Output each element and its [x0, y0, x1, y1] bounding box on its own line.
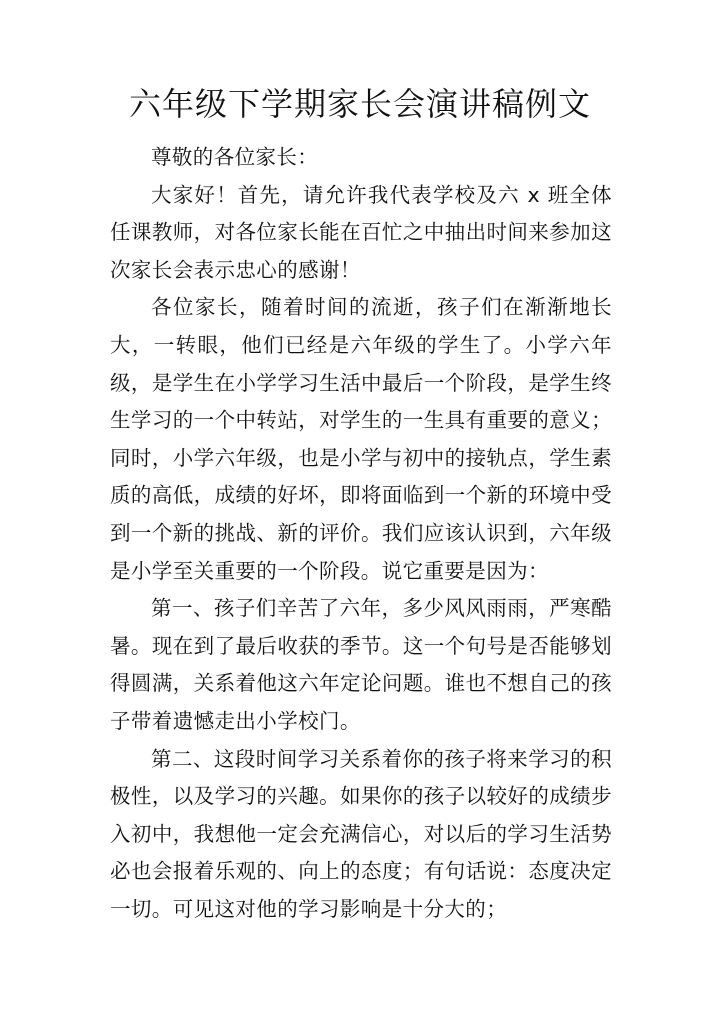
paragraph-reason-one: 第一、孩子们辛苦了六年，多少风风雨雨，严寒酷暑。现在到了最后收获的季节。这一个句号是否能够划得圆满，关系着他这六年定论问题。谁也不想自己的孩子带着遗憾走出小学校门。	[110, 596, 612, 733]
greeting: 尊敬的各位家长：	[151, 145, 319, 169]
paragraph-opening: 大家好！首先，请允许我代表学校及六 x 班全体任课教师，对各位家长能在百忙之中抽出时间来参加这次家长会表示忠心的感谢！	[110, 182, 612, 282]
paragraph-reason-two: 第二、这段时间学习关系着你的孩子将来学习的积极性，以及学习的兴趣。如果你的孩子以较好的成绩步入初中，我想他一定会充满信心，对以后的学习生活势必也会报着乐观的、向上的态度；有句话说：态度决定一切。可见这对他的学习影响是十分大的；	[110, 746, 612, 921]
paragraph-sixth-grade-importance: 各位家长，随着时间的流逝，孩子们在渐渐地长大，一转眼，他们已经是六年级的学生了。小学六年级，是学生在小学学习生活中最后一个阶段，是学生终生学习的一个中转站，对学生的一生具有重要的意义；同时，小学六年级，也是小学与初中的接轨点，学生素质的高低，成绩的好坏，即将面临到一个新的环境中受到一个新的挑战、新的评价。我们应该认识到，六年级是小学至关重要的一个阶段。说它重要是因为：	[110, 295, 612, 583]
document-title: 六年级下学期家长会演讲稿例文	[128, 85, 591, 123]
document-body	[110, 139, 612, 928]
